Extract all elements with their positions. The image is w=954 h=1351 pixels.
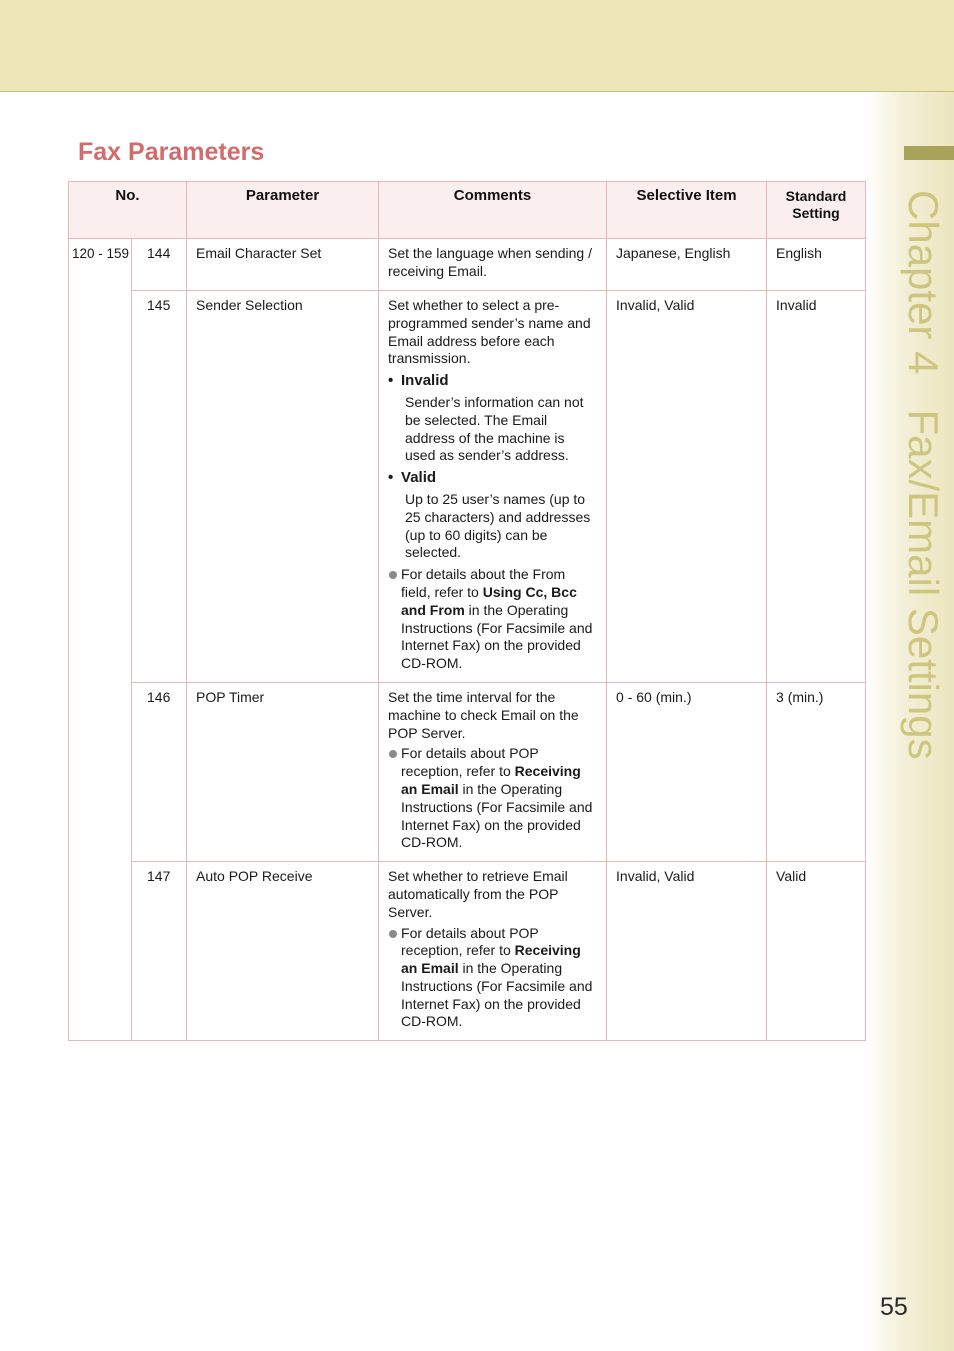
page-number: 55 <box>880 1293 908 1321</box>
note-reference-title: Receiving an Email <box>401 763 581 797</box>
note-reference-title: Receiving an Email <box>401 942 581 977</box>
table-row <box>69 291 866 683</box>
option-invalid-title: Invalid <box>401 372 449 390</box>
bullet-icon: • <box>388 372 394 390</box>
row-number: 144 <box>132 239 187 291</box>
row-comment: Set whether to retrieve Email automatically from the POP Server. <box>388 868 568 920</box>
reference-note <box>388 925 597 1032</box>
note-text-end: in the Operating Instructions (For Facsimile and Internet Fax) on the provided CD-ROM. <box>401 780 593 851</box>
table-row <box>69 682 866 861</box>
note-text: For details about the From field, refer to <box>401 566 566 600</box>
row-comment: Set whether to select a pre-programmed sender’s name and Email address before each transmission. <box>388 297 591 367</box>
row-parameter: Email Character Set <box>187 239 379 291</box>
row-selective-item: Invalid, Valid <box>607 291 767 683</box>
row-comment-cell <box>379 862 607 1041</box>
option-invalid-text: Sender’s information can not be selected. The Email address of the machine is used as sender’s address. <box>405 393 584 464</box>
option-valid-heading <box>388 469 597 487</box>
row-number: 146 <box>132 682 187 861</box>
row-standard-setting: English <box>767 239 866 291</box>
reference-note <box>388 745 597 852</box>
fax-parameters-table <box>68 181 866 1041</box>
row-standard-setting: Invalid <box>767 291 866 683</box>
header-no: No. <box>69 182 187 239</box>
row-standard-setting: 3 (min.) <box>767 682 866 861</box>
header-selective-item: Selective Item <box>607 182 767 239</box>
note-text-end: in the Operating Instructions (For Facsimile and Internet Fax) on the provided CD-ROM. <box>401 960 593 1030</box>
note-text: For details about POP reception, refer to <box>401 745 539 780</box>
row-parameter: Auto POP Receive <box>187 862 379 1041</box>
table-row <box>69 862 866 1041</box>
row-comment: Set the language when sending / receiving Email. <box>379 239 607 291</box>
row-selective-item: 0 - 60 (min.) <box>607 682 767 861</box>
header-comments: Comments <box>379 182 607 239</box>
row-parameter: POP Timer <box>187 682 379 861</box>
row-selective-item: Japanese, English <box>607 239 767 291</box>
option-valid-text: Up to 25 user’s names (up to 25 characters) and addresses (up to 60 digits) can be selected. <box>405 490 591 561</box>
header-standard-line2: Setting <box>792 205 840 221</box>
note-reference-title: Using Cc, Bcc and From <box>401 583 577 618</box>
row-number: 145 <box>132 291 187 683</box>
row-comment-cell <box>379 682 607 861</box>
row-comment-cell <box>379 291 607 683</box>
note-circle-icon <box>389 571 397 579</box>
row-number: 147 <box>132 862 187 1041</box>
row-parameter: Sender Selection <box>187 291 379 683</box>
option-invalid-heading <box>388 372 597 390</box>
number-range: 120 - 159 <box>69 239 132 1041</box>
header-standard-line1: Standard <box>785 188 847 204</box>
note-text-end: in the Operating Instructions (For Facsimile and Internet Fax) on the provided CD-ROM. <box>401 601 593 672</box>
note-circle-icon <box>389 750 397 758</box>
table-row <box>69 239 866 291</box>
row-comment: Set the time interval for the machine to check Email on the POP Server. <box>388 688 579 741</box>
page-title: Fax Parameters <box>78 138 265 166</box>
note-text: For details about POP reception, refer to <box>401 924 539 959</box>
row-selective-item: Invalid, Valid <box>607 862 767 1041</box>
reference-note <box>388 566 597 673</box>
header-band <box>0 0 954 92</box>
chapter-marker-bar <box>904 146 954 160</box>
row-standard-setting: Valid <box>767 862 866 1041</box>
header-standard-setting <box>767 182 866 239</box>
note-circle-icon <box>389 930 397 938</box>
bullet-icon: • <box>388 469 394 487</box>
chapter-label: Chapter 4 Fax/Email Settings <box>900 190 947 760</box>
option-valid-title: Valid <box>401 469 437 487</box>
header-parameter: Parameter <box>187 182 379 239</box>
table-header-row <box>69 182 866 239</box>
